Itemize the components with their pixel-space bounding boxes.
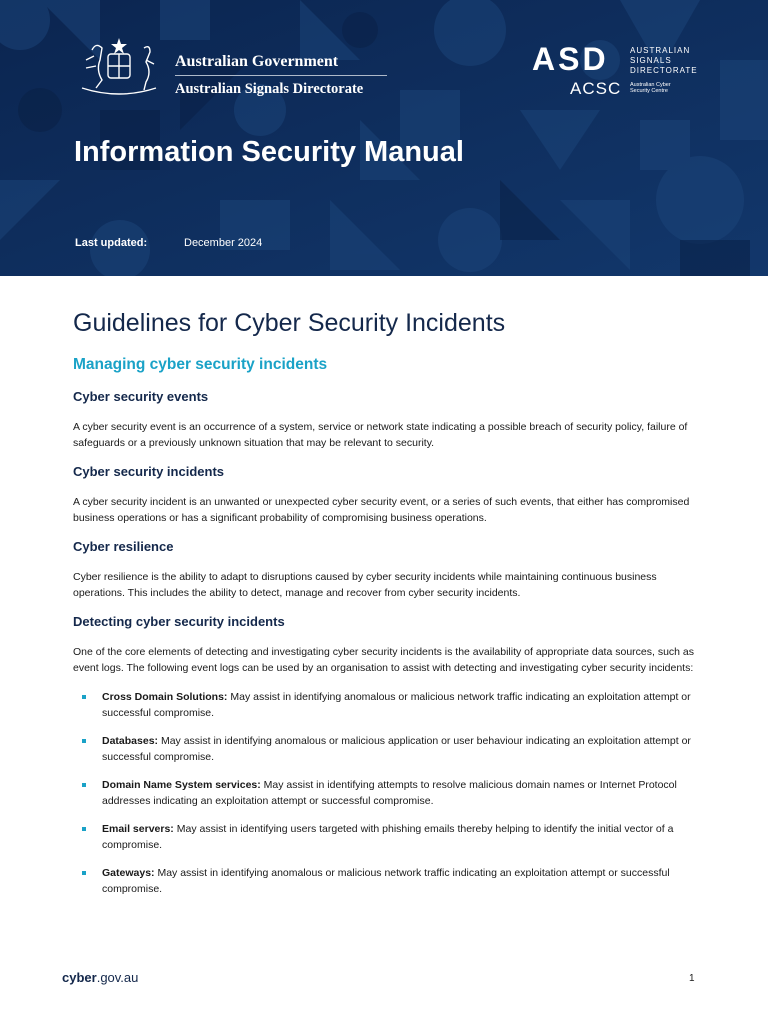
asd-logo-full-name: AUSTRALIAN SIGNALS DIRECTORATE [630, 46, 698, 75]
list-item-term: Gateways: [102, 867, 155, 879]
list-item [73, 734, 698, 765]
last-updated-value: December 2024 [184, 237, 263, 249]
paragraph: A cyber security event is an occurrence of a system, service or network state indicating a possible breach of security policy, failure of safeguards or a previously unknown situation that may be relevant to security. [73, 421, 688, 449]
list-item-text: May assist in identifying attempts to resolve malicious domain names or Internet Protocol addresses indicating an exploitation attempt or successful compromise. [102, 779, 677, 807]
last-updated-label: Last updated: [75, 237, 148, 249]
paragraph: One of the core elements of detecting and investigating cyber security incidents is the availability of appropriate data sources, such as event logs. The following event logs can be used by an organisation to assist with detecting and investigating cyber security incidents: [73, 646, 695, 674]
header-banner [0, 0, 768, 276]
list-item-term: Cross Domain Solutions: [102, 691, 228, 703]
list-item-text: May assist in identifying anomalous or malicious network traffic indicating an exploitation attempt or successful compromise. [102, 691, 691, 719]
list-item-text: May assist in identifying anomalous or malicious application or user behaviour indicating an exploitation attempt or successful compromise. [102, 735, 691, 763]
bullet-square-icon [82, 871, 86, 875]
asd-logo-letters: ASD [532, 41, 609, 77]
footer-site-rest: .gov.au [96, 970, 139, 985]
list-item-term: Email servers: [102, 823, 174, 835]
paragraph: A cyber security incident is an unwanted or unexpected cyber security event, or a series of such events, that either has compromised business operations or has a significant probability of compromising business operations. [73, 496, 690, 524]
bullet-square-icon [82, 783, 86, 787]
subsection-heading: Cyber security incidents [73, 464, 224, 479]
content-block-resilience [73, 538, 698, 601]
paragraph: Cyber resilience is the ability to adapt to disruptions caused by cyber security incidents while maintaining continuous business operations. This includes the ability to detect, manage and recover from cyber security incidents. [73, 571, 657, 599]
manual-title: Information Security Manual [74, 136, 464, 168]
acsc-logo-letters: ACSC [570, 79, 622, 98]
subsection-heading: Cyber security events [73, 389, 209, 404]
list-item [73, 866, 698, 897]
coat-of-arms-logo [72, 36, 166, 100]
content-block-incidents [73, 463, 698, 526]
bullet-square-icon [82, 827, 86, 831]
government-name: Australian Government [175, 53, 339, 70]
list-item [73, 690, 698, 721]
asd-acsc-logo [532, 42, 702, 102]
document-title: Guidelines for Cyber Security Incidents [73, 309, 506, 337]
subsection-heading: Cyber resilience [73, 539, 174, 554]
document-body [73, 303, 698, 910]
acsc-logo-full-name: Australian Cyber Security Centre [630, 82, 671, 94]
list-item-term: Databases: [102, 735, 159, 747]
subsection-heading: Detecting cyber security incidents [73, 614, 285, 629]
list-item-term: Domain Name System services: [102, 779, 261, 791]
event-log-list [73, 690, 698, 897]
section-title: Managing cyber security incidents [73, 356, 328, 373]
page-number: 1 [689, 973, 695, 984]
content-block-detecting [73, 613, 698, 676]
bullet-square-icon [82, 739, 86, 743]
list-item [73, 778, 698, 809]
footer-site-bold: cyber [62, 970, 97, 985]
list-item [73, 822, 698, 853]
content-block-events [73, 388, 698, 451]
list-item-text: May assist in identifying users targeted with phishing emails thereby helping to identify the initial vector of a compromise. [102, 823, 674, 851]
bullet-square-icon [82, 695, 86, 699]
footer-website-link[interactable] [62, 970, 138, 985]
agency-name: Australian Signals Directorate [175, 81, 364, 97]
list-item-text: May assist in identifying anomalous or malicious network traffic indicating an exploitation attempt or successful compromise. [102, 867, 670, 895]
government-wordmark [175, 52, 387, 99]
